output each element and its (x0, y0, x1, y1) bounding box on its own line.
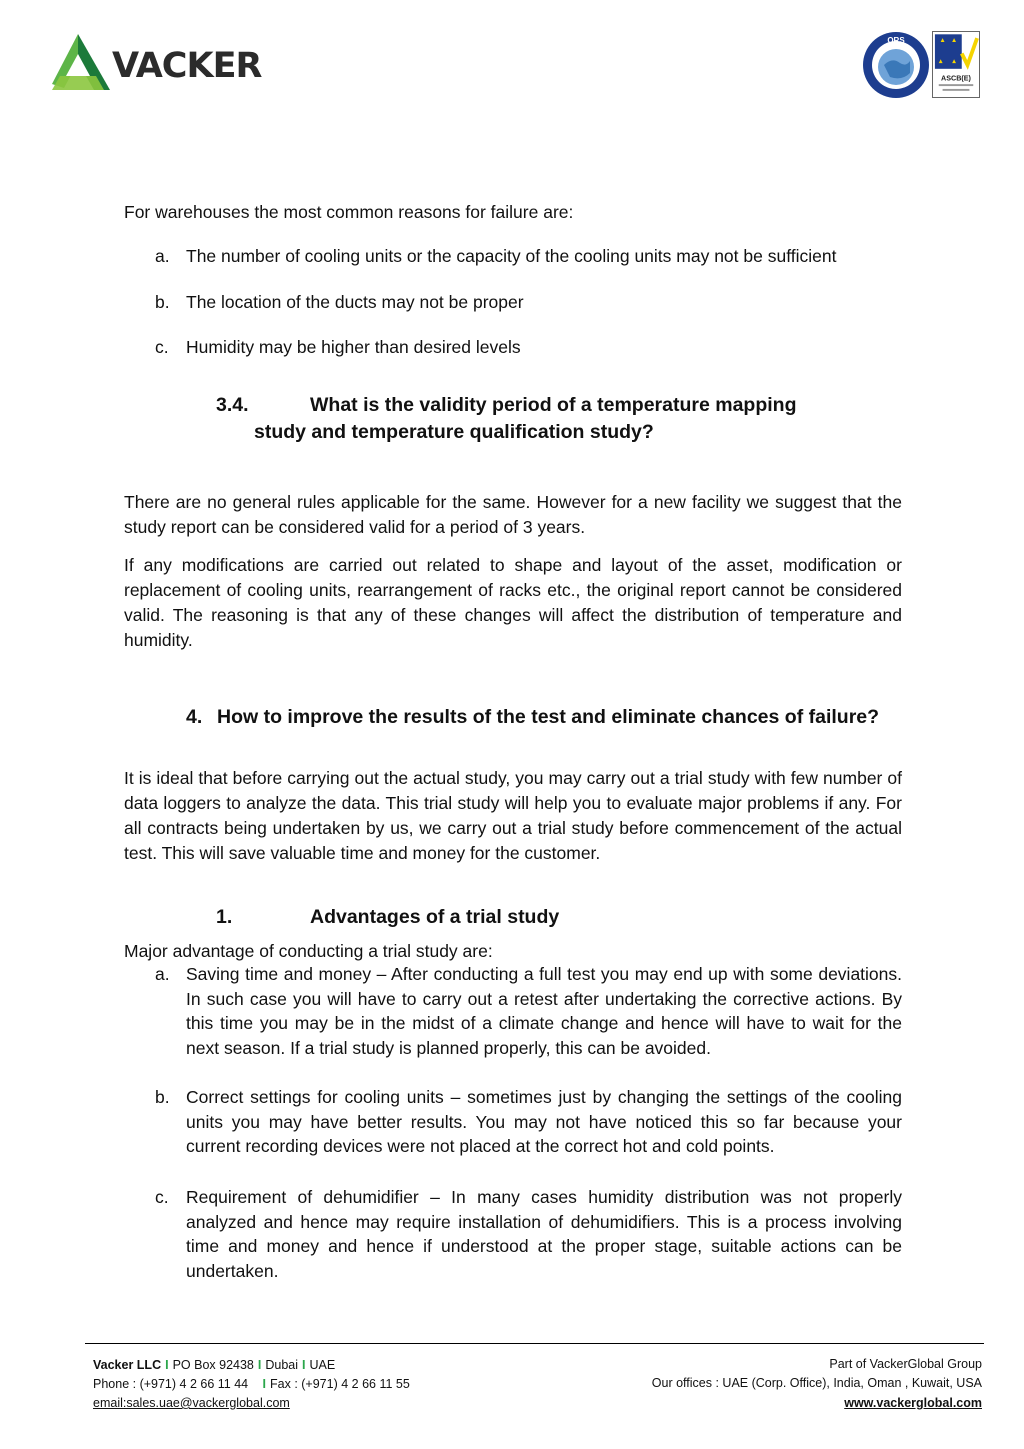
footer-divider (85, 1343, 984, 1344)
section-3-4-title: What is the validity period of a temperature mapping (310, 394, 797, 416)
footer-website-link[interactable]: www.vackerglobal.com (844, 1396, 982, 1410)
section-4-title: How to improve the results of the test and eliminate chances of failure? (217, 706, 880, 728)
footer-po-box: PO Box 92438 (172, 1358, 254, 1372)
footer-company: Vacker LLC (93, 1358, 162, 1372)
validity-paragraph-2: If any modifications are carried out related to shape and layout of the asset, modification or replacement of cooling units, rearrangement of racks etc., the original report cannot be considered valid. The reasoning is that any of these changes will affect the distribution of temperature and humidity. (124, 555, 902, 650)
footer-phone: Phone : (+971) 4 2 66 11 44 (93, 1377, 249, 1391)
section-1-title: Advantages of a trial study (310, 906, 560, 928)
footer-contact (93, 1375, 410, 1394)
list-item: Correct settings for cooling units – sometimes just by changing the settings of the cooling units you may have better results. You may not have noticed this so far because your current recording devices were not placed at the correct hot and cold points. (186, 1087, 902, 1157)
footer-offices: Our offices : UAE (Corp. Office), India, Oman , Kuwait, USA (651, 1376, 982, 1390)
list-item: Saving time and money – After conducting a full test you may end up with some deviations. In such case you will have to carry out a retest after undertaking the corrective actions. By this time you may be in the midst of a climate change and hence will have to wait for the next season. If a trial study is planned properly, this can be avoided. (186, 964, 902, 1058)
list-item-letter: b. (155, 1087, 170, 1107)
footer-separator: I (302, 1358, 306, 1372)
footer-separator: I (165, 1358, 169, 1372)
list-item-letter: a. (155, 246, 170, 266)
validity-paragraph-1: There are no general rules applicable for the same. However for a new facility we suggest that the study report can be considered valid for a period of 3 years. (124, 492, 902, 537)
list-item-letter: c. (155, 337, 169, 357)
intro-text: For warehouses the most common reasons for failure are: (124, 202, 574, 222)
list-item: Humidity may be higher than desired levels (186, 337, 521, 357)
footer-fax: Fax : (+971) 4 2 66 11 55 (270, 1377, 410, 1391)
section-3-4-number: 3.4. (216, 394, 249, 416)
footer-separator: I (262, 1377, 267, 1391)
list-item: Requirement of dehumidifier – In many cases humidity distribution was not properly analyzed and hence may require installation of dehumidifiers. This is a process involving time and money and hence if understood at the proper stage, suitable actions can be undertaken. (186, 1187, 902, 1281)
ascb-seal-icon (932, 31, 980, 98)
list-item: The location of the ducts may not be proper (186, 292, 524, 312)
section-4-number: 4. (186, 706, 203, 728)
footer-separator: I (257, 1358, 262, 1372)
footer-city: Dubai (265, 1358, 299, 1372)
list-item-letter: c. (155, 1187, 169, 1207)
section-3-4-title-cont: study and temperature qualification study? (254, 421, 654, 443)
section-1-number: 1. (216, 906, 233, 928)
certification-badges (862, 31, 982, 101)
footer-address (93, 1356, 335, 1375)
list-item: The number of cooling units or the capacity of the cooling units may not be sufficient (186, 246, 837, 266)
qrs-iso-seal-icon (862, 31, 930, 99)
vacker-logo (50, 32, 260, 96)
footer-email-link[interactable]: email:sales.uae@vackerglobal.com (93, 1396, 290, 1410)
footer-country: UAE (309, 1358, 336, 1372)
footer-group: Part of VackerGlobal Group (829, 1357, 982, 1371)
ascb-label: ASCB(E) (941, 74, 971, 83)
list-item-letter: a. (155, 964, 170, 984)
section-4-paragraph: It is ideal that before carrying out the actual study, you may carry out a trial study with few number of data loggers to analyze the data. This trial study will help you to evaluate major problems if any. For all contracts being undertaken by us, we carry out a trial study before commencement of the actual test. This will save valuable time and money for the customer. (124, 768, 902, 863)
company-wordmark: VACKER (112, 46, 262, 86)
vacker-emblem-icon (50, 32, 112, 94)
list-item-letter: b. (155, 292, 170, 312)
section-1-intro: Major advantage of conducting a trial study are: (124, 941, 493, 961)
qrs-label: QRS (887, 36, 905, 45)
